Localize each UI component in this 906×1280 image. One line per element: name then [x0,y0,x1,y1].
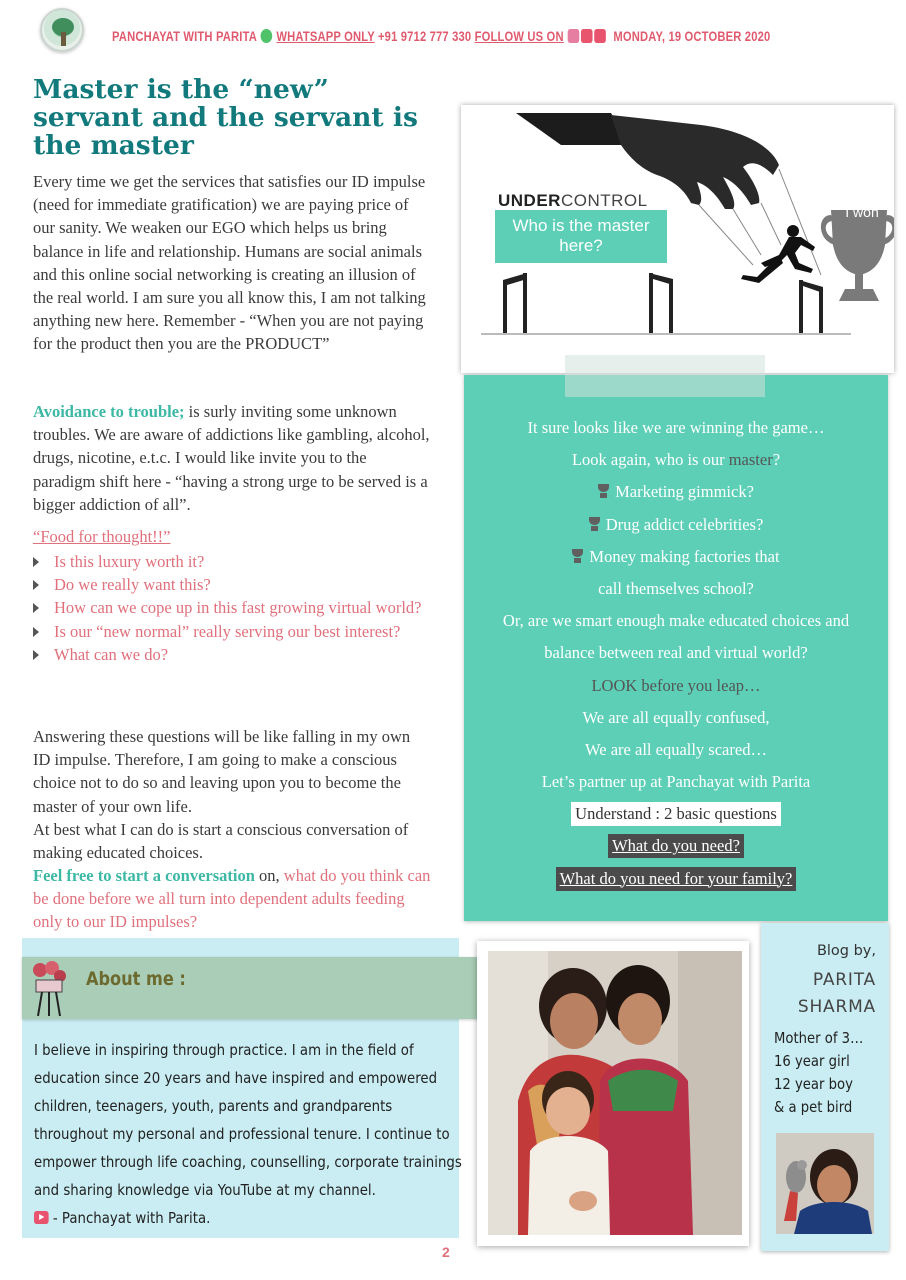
logo-tree-icon [40,8,84,52]
panel-line: We are all equally scared… [585,739,767,759]
about-me-text: I believe in inspiring through practice. I am in the field of education since 20 years and have inspired and empowered children, teenagers, youth, parents and grandparents throughout my personal and professional tenure. I continue to empower through life coaching, counselling, corporate trainings and sharing knowledge via YouTube at my channel. - Panchayat with Parita. [34,1041,462,1227]
question-link-need[interactable]: What do you need? [608,834,744,858]
article-paragraph-4: At best what I can do is start a conscious conversation of making educated choices. [33,820,409,863]
under-control-label: UNDERCONTROL [498,191,648,210]
trophy-icon [572,549,583,563]
panel-line: Look again, who is our master? [571,450,781,470]
food-for-thought-heading: “Food for thought!!” [33,527,171,546]
youtube-icon[interactable] [34,1211,49,1224]
article-paragraph-3: Answering these questions will be like falling in my own ID impulse. Therefore, I am going to make a conscious choice not to do so and leaving upon you to become the master of your own life. [33,727,411,816]
basic-questions-label: Understand : 2 basic questions [571,802,781,826]
list-item: Do we really want this? [33,573,433,596]
avoidance-text: is surly inviting some unknown troubles. We are aware of addictions like gambling, alcohol, drugs, nicotine, e.t.c. I would like invite you to the paradigm shift here - “having a strong urge to be served is a bigger addiction of all”. [33,402,430,514]
brand-name: PANCHAYAT WITH PARITA [112,29,257,44]
panel-line [464,834,888,866]
panel-line: Drug addict celebrities? [464,513,888,545]
bullet-arrow-icon [33,650,39,660]
facebook-icon[interactable] [581,29,593,43]
conversation-cta[interactable]: Feel free to start a conversation [33,866,255,885]
who-is-master-box: Who is the master here? [495,210,667,263]
whatsapp-link[interactable]: WHATSAPP ONLY [276,29,375,44]
master-servant-illustration [461,105,894,373]
trophy-icon [598,484,609,498]
panel-line: Marketing gimmick? [464,480,888,512]
avoidance-heading: Avoidance to trouble; [33,402,185,421]
panel-line: Or, are we smart enough make educated choices and [502,611,850,631]
whatsapp-icon[interactable] [261,29,273,43]
article-paragraph-5: Feel free to start a conversation on, what do you think can be done before we all turn into dependent adults feeding only to our ID impulses? [33,866,431,932]
bullet-arrow-icon [33,557,39,567]
bullet-arrow-icon [33,627,39,637]
panel-line: LOOK before you leap… [591,675,761,695]
about-me-title: About me : [86,968,186,990]
author-bio: Mother of 3… 16 year girl 12 year boy & a pet bird [774,1029,864,1116]
gift-flowers-icon [28,960,70,1018]
page-number: 2 [442,1244,450,1260]
author-with-bird-photo [776,1133,874,1234]
panel-line: It sure looks like we are winning the game… [527,418,825,437]
list-item: How can we cope up in this fast growing virtual world? [33,596,433,619]
author-name: PARITA SHARMA [797,970,876,1017]
trophy-icon [589,517,600,531]
article-title: Master is the “new” servant and the servant is the master [33,74,418,161]
blog-by-label: Blog by, [816,943,876,959]
phone-number: +91 9712 777 330 [377,29,472,44]
bullet-arrow-icon [33,580,39,590]
reflection-text [464,416,888,899]
follow-us-label: FOLLOW US ON [474,29,564,44]
article-paragraph-2 [33,400,431,516]
panel-line: balance between real and virtual world? [544,643,808,663]
panel-line: We are all equally confused, [582,707,770,727]
bullet-arrow-icon [33,603,39,613]
panel-line: call themselves school? [598,578,754,598]
channel-name[interactable]: - Panchayat with Parita. [48,1209,211,1227]
page-header [112,29,771,51]
youtube-icon[interactable] [594,29,606,43]
header-date: MONDAY, 19 OCTOBER 2020 [613,29,771,44]
list-item: Is this luxury worth it? [33,550,433,573]
list-item: What can we do? [33,643,433,666]
question-link-family[interactable]: What do you need for your family? [556,867,797,891]
instagram-icon[interactable] [568,29,580,43]
trophy-text: I won [845,204,879,220]
article-paragraph-1: Every time we get the services that satisfies our ID impulse (need for immediate gratification) we are paying price of our sanity. We weaken our EGO which helps us bring balance in life and relationship. Humans are social animals and this online social networking is creating an illusion of the real world. I am sure you all know this, I am not talking anything new here. Remember - “When you are not paying for the product then you are the PRODUCT” [33,172,426,354]
family-photo [488,951,742,1235]
panel-line: Money making factories that [464,545,888,577]
panel-line [464,802,888,834]
decorative-tape [565,355,765,397]
question-list [33,550,433,666]
panel-line: Let’s partner up at Panchayat with Parita [541,772,811,792]
panel-line [464,867,888,899]
list-item: Is our “new normal” really serving our best interest? [33,620,433,643]
